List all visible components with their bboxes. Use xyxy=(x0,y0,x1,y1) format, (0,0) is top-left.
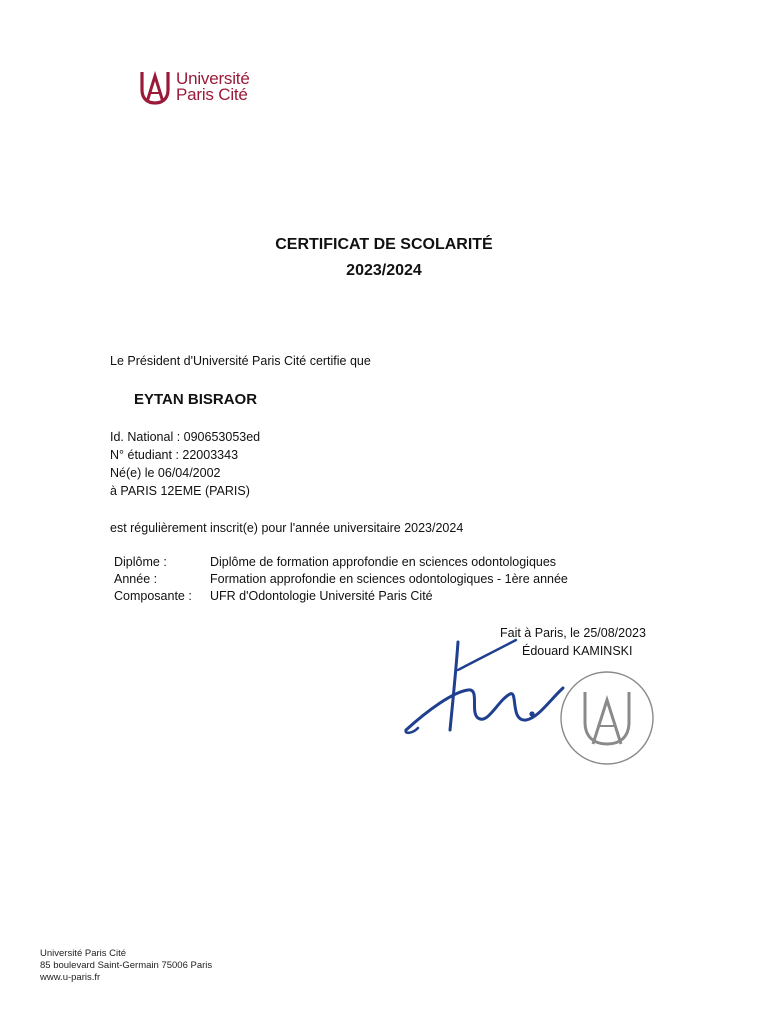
id-national: Id. National : 090653053ed xyxy=(110,430,261,444)
detail-value: Diplôme de formation approfondie en sciences odontologiques xyxy=(210,555,557,569)
birth-date: Né(e) le 06/04/2002 xyxy=(110,466,221,480)
logo-line-2: Paris Cité xyxy=(176,85,248,104)
intro-text: Le Président d'Université Paris Cité certifie que xyxy=(110,354,371,368)
certificate-title xyxy=(0,232,768,284)
certificate-heading: CERTIFICAT DE SCOLARITÉ xyxy=(275,236,493,253)
detail-row xyxy=(114,553,568,570)
logo-line-1: Université xyxy=(176,69,250,88)
footer-street: 85 boulevard Saint-Germain 75006 Paris xyxy=(40,960,213,971)
academic-year: 2023/2024 xyxy=(346,262,422,279)
student-number: N° étudiant : 22003343 xyxy=(110,448,239,462)
university-seal-icon xyxy=(555,670,659,766)
student-name: EYTAN BISRAOR xyxy=(134,391,258,408)
enrolment-statement: est régulièrement inscrit(e) pour l'année universitaire 2023/2024 xyxy=(110,521,464,535)
enrolment-details xyxy=(114,553,568,604)
detail-row xyxy=(114,587,568,604)
detail-label: Diplôme : xyxy=(114,555,167,569)
detail-label: Année : xyxy=(114,572,158,586)
birth-place: à PARIS 12EME (PARIS) xyxy=(110,484,250,498)
footer-university: Université Paris Cité xyxy=(40,948,127,959)
university-logo-text xyxy=(176,71,250,103)
place-and-date: Fait à Paris, le 25/08/2023 xyxy=(500,626,646,640)
signatory-name: Édouard KAMINSKI xyxy=(522,644,633,658)
footer-website: www.u-paris.fr xyxy=(40,972,101,983)
footer-address xyxy=(40,948,212,984)
detail-value: UFR d'Odontologie Université Paris Cité xyxy=(210,589,433,603)
detail-row xyxy=(114,570,568,587)
university-logo-icon xyxy=(138,68,172,106)
detail-label: Composante : xyxy=(114,589,192,603)
signature-block xyxy=(500,624,646,660)
university-logo xyxy=(138,68,250,106)
detail-value: Formation approfondie en sciences odontologiques - 1ère année xyxy=(210,572,568,586)
student-identity xyxy=(110,428,260,500)
